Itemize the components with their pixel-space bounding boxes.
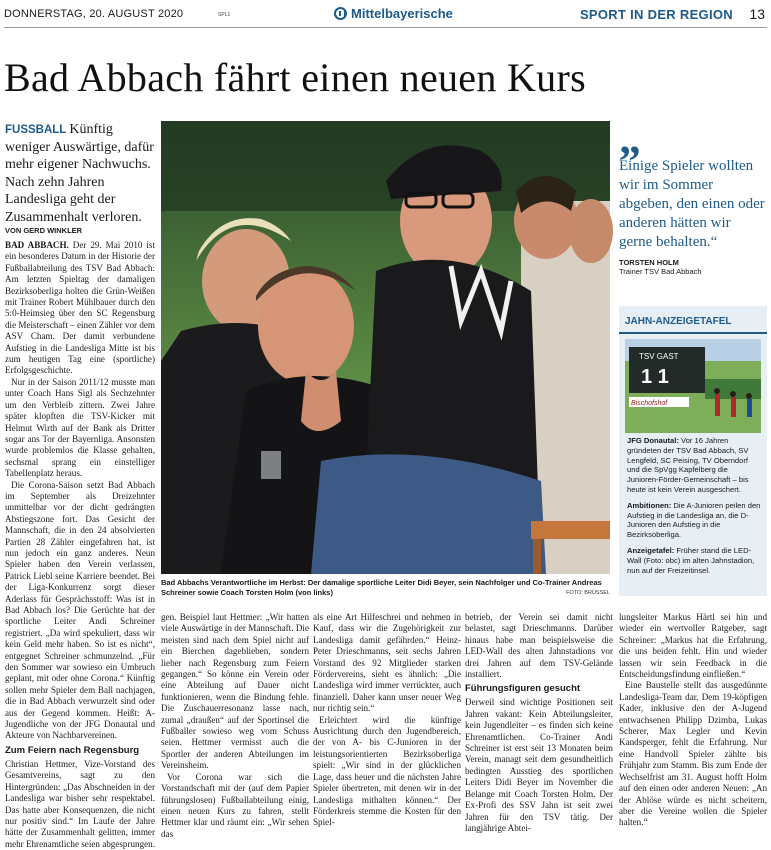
quote-text: Einige Spieler wollten wir im Sommer abgeben, den einen oder anderen hätten wir gerne behalten.“	[619, 158, 765, 250]
quote-author-role: Trainer TSV Bad Abbach	[619, 267, 702, 276]
edition-code: SPL1	[218, 12, 231, 18]
page-number: 13	[749, 6, 765, 22]
article-column-2	[161, 612, 309, 840]
scoreboard-illustration	[625, 339, 761, 433]
scoreboard-score: 1 1	[641, 366, 669, 388]
scoreboard-sponsor: Bischofshof	[631, 400, 668, 407]
paragraph: betrieb, der Verein sei damit nicht belastet, sagt Drieschmanns. Darüber hinaus habe man beispielsweise die LED-Wall des alten Jahnstadions vor drei Jahren auf dem TSV-Gelände installiert.	[465, 612, 613, 680]
info-item: Ambitionen: Die A-Junioren peilen den Aufstieg in die Landesliga an, die D-Junioren den Aufstieg in die Bezirksoberliga.	[627, 500, 761, 540]
logo-icon	[334, 7, 347, 20]
paragraph: BAD ABBACH. Der 29. Mai 2010 ist ein besonderes Datum in der Historie der Fußballabteilung des TSV Bad Abbach: Am letzten Spieltag der damaligen Bezirksoberliga holten die Grün-Weißen mit Trainer Robert Mühlbauer durch den 5:0-Heimsieg über den SC Regensburg die Meisterschaft – einen Zähler vor dem ASV Cham. Der damit verbundene Aufstieg in die Landesliga Mitte ist bis zum heutigen Tag eine (sportliche) Erfolgsgeschichte.	[5, 240, 155, 376]
section-title: SPORT IN DER REGION	[579, 7, 733, 22]
paragraph: Erleichtert wird die künftige Ausrichtung durch den Jugendbereich, der von A- bis C-Junioren in der leistungsorientierten Bezirksoberliga spielt: „Wir sind in der glücklichen Lage, dass heuer und die nächsten Jahre Spieler übertreten, mit denen wir in der Landesliga mithalten können.“ Der Förderkreis stemme die Kosten für den Spiel-	[313, 714, 461, 828]
info-box	[619, 306, 767, 596]
paragraph: Nur in der Saison 2011/12 musste man unter Coach Hans Sigl als Sechzehnter um den Verbleib zittern. Zwei Jahre später klopften die TSV-Kicker mit Helmut Wirth auf der Bank als Dritter sogar ans Tor der Bayernliga. Ansonsten wurde problemlos die Klasse gehalten, sechsmal sprang ein einstelliger Tabellenplatz heraus.	[5, 376, 155, 479]
paragraph: Vor Corona war sich die Vorstandschaft mit der (auf dem Papier führungslosen) Fußballabteilung einig, einen neuen Kurs zu fahren, stellt Hettmer klar und räumt ein: „Wir sehen das	[161, 771, 309, 839]
paragraph: als eine Art Hilfeschrei und nehmen in Kauf, dass wir die Zugehörigkeit zur Landesliga damit gefährden.“ Heinz-Peter Drieschmanns, seit sechs Jahren Vorstand des 92 Mitglieder starken Fördervereins, sieht es ähnlich: „Die Landesliga wird immer verrückter, auch finanziell. Daher kann unser neuer Weg nur richtig sein.“	[313, 612, 461, 714]
quote-author: TORSTEN HOLM	[619, 258, 679, 267]
paragraph: Derweil sind wichtige Positionen seit Jahren vakant: Kein Abteilungsleiter, kein Jugendleiter – es finden sich keine Ehrenamtlichen. Co-Trainer Andi Schreiner ist erst seit 13 Monaten beim Verein, managt seit dem gesundheitlich bedingten Ausstieg des sportlichen Leiters Didi Beyer im November die Belange mit Coach Torsten Holm. Der Ex-Profi des SSV Jahn ist seit zwei Jahren für den TSV tätig. Der langjährige Abtei-	[465, 697, 613, 833]
logo-text: Mittelbayerische	[351, 6, 453, 21]
info-box-text	[627, 436, 761, 581]
article-column-5	[619, 612, 767, 829]
teaser	[5, 121, 155, 226]
paragraph: Eine Baustelle stellt das ausgedünnte Landesliga-Team dar. Dem 19-köpfigen Kader, inklusive den der A-Jugend entwachsenen Philipp Dzimba, Lukas Scherer, Max Legler und Kevin Kandsperger, fehlt die Erfahrung. Nur eine Handvoll Spieler zählte bis Frühjahr zum Stamm. Bis zum Ende der Wechselfrist am 31. August hofft Holm auf den einen oder anderen Neuen: „An der Ablöse würde es nicht scheitern, aber die Vereine wollen die Spieler halten.“	[619, 680, 767, 828]
info-box-rule	[619, 332, 767, 334]
page-header	[4, 6, 767, 24]
pull-quote	[619, 114, 767, 276]
paragraph: lungsleiter Markus Härtl sei hin und wieder ein wertvoller Ratgeber, sagt Schreiner: „Markus hat die Erfahrung, die uns beiden fehlt. Hin und wieder lassen wir sein Feedback in die Entscheidungsfindung einfließen.“	[619, 612, 767, 680]
info-item: Anzeigetafel: Früher stand die LED-Wall (Foto: obc) im alten Jahnstadion, nun auf der Freizeitinsel.	[627, 545, 755, 575]
article-photo	[161, 121, 610, 574]
paragraph: Die Corona-Saison setzt Bad Abbach im September als Dreizehnter unmittelbar vor der dicht gedrängten Abstiegszone fort. Das Gesicht der Mannschaft, die in den 24 absolvierten Partien 28 Zähler eingefahren hat, ist nun jedoch ein ganz anderes. Neun Spieler haben den Verein verlassen, Patrick Liebl seine Karriere beendet. Bei der Liga-Konkurrenz sorgt dieser Aderlass für Gesprächsstoff: Was ist in Bad Abbach los? Die Gerüchte hat der sportliche Leiter Andi Schreiner registriert. „Da wird spekuliert, dass wir kein Geld mehr haben. So ist es nicht“, entgegnet Schreiner schmunzelnd. „Für den Sommer war sowieso ein Umbruch geplant, mit oder ohne Corona.“ Künftig sollen mehr Spieler dem Ball nachjagen, die in Bad Abbach verwurzelt sind oder aus der Gegend kommen. Heißt: A-Jugendliche von der JFG Donautal und Akteure von Nachbarvereinen.	[5, 479, 155, 741]
subheading: Zum Feiern nach Regensburg	[5, 744, 140, 756]
header-rule	[4, 27, 767, 28]
dateline: BAD ABBACH.	[5, 240, 69, 250]
photo-caption: Bad Abbachs Verantwortliche im Herbst: Der damalige sportliche Leiter Didi Beyer, sein Nachfolger und Co-Trainer Andreas Schreiner sowie Coach Torsten Holm (von links)	[161, 578, 602, 597]
teaser-text: Künftig weniger Auswärtige, dafür mehr eigener Nachwuchs. Nach zehn Jahren Landesliga geht der Zusammenhalt verloren.	[5, 122, 154, 225]
issue-date: DONNERSTAG, 20. AUGUST 2020	[4, 8, 184, 20]
article-column-4	[465, 612, 613, 834]
scoreboard-photo	[625, 339, 761, 433]
kicker: FUSSBALL	[5, 124, 67, 136]
info-item: JFG Donautal: Vor 16 Jahren gründeten der TSV Bad Abbach, SV Lengfeld, SC Peising, TV Oberndorf und die SpVgg Kapfelberg die Junioren-Förder-Gemeinschaft – bis heute ist kein Verein ausgeschert.	[627, 436, 749, 494]
paragraph: Christian Hettmer, Vize-Vorstand des Gesamtvereins, sagt zu den Hintergründen: „Das Abschneiden in der Landesliga war bisher sehr respektabel. Das hatte aber Konsequenzen, die nicht nur positiv sind.“ Im Laufe der Jahre hätte der Zusammenhalt gelitten, immer mehr Ehrenamtliche seien abgesprungen.	[5, 758, 155, 849]
headline: Bad Abbach fährt einen neuen Kurs	[4, 55, 586, 100]
article-column-1	[5, 240, 155, 850]
scoreboard-teams: TSV GAST	[639, 352, 679, 361]
newspaper-logo	[334, 6, 453, 21]
photo-credit: FOTO: BRÜSSEL	[566, 590, 610, 596]
photo-coaches-illustration	[161, 121, 610, 574]
subheading: Führungsfiguren gesucht	[465, 683, 581, 695]
info-box-title: JAHN-ANZEIGETAFEL	[625, 316, 732, 327]
quote-icon: „	[619, 114, 641, 163]
paragraph: gen. Beispiel laut Hettmer: „Wir hatten viele Auswärtige in der Mannschaft. Die meisten sind nach dem Spiel nicht auf ein Bierchen dageblieben, sondern lieber nach Regensburg zum Feiern gegangen.“ So könne ein Verein oder eine Abteilung auf Dauer nicht funktionieren, wenn die Bindung fehle. Die Zuschauerresonanz lasse nach, zumal „draußen“ auf der Sportinsel die Fußballer sowieso weg vom Schuss seien. Hettmer vermisst auch die Sportler der anderen Abteilungen im Vereinsheim.	[161, 612, 309, 771]
byline: VON GERD WINKLER	[5, 226, 83, 235]
article-column-3	[313, 612, 461, 829]
